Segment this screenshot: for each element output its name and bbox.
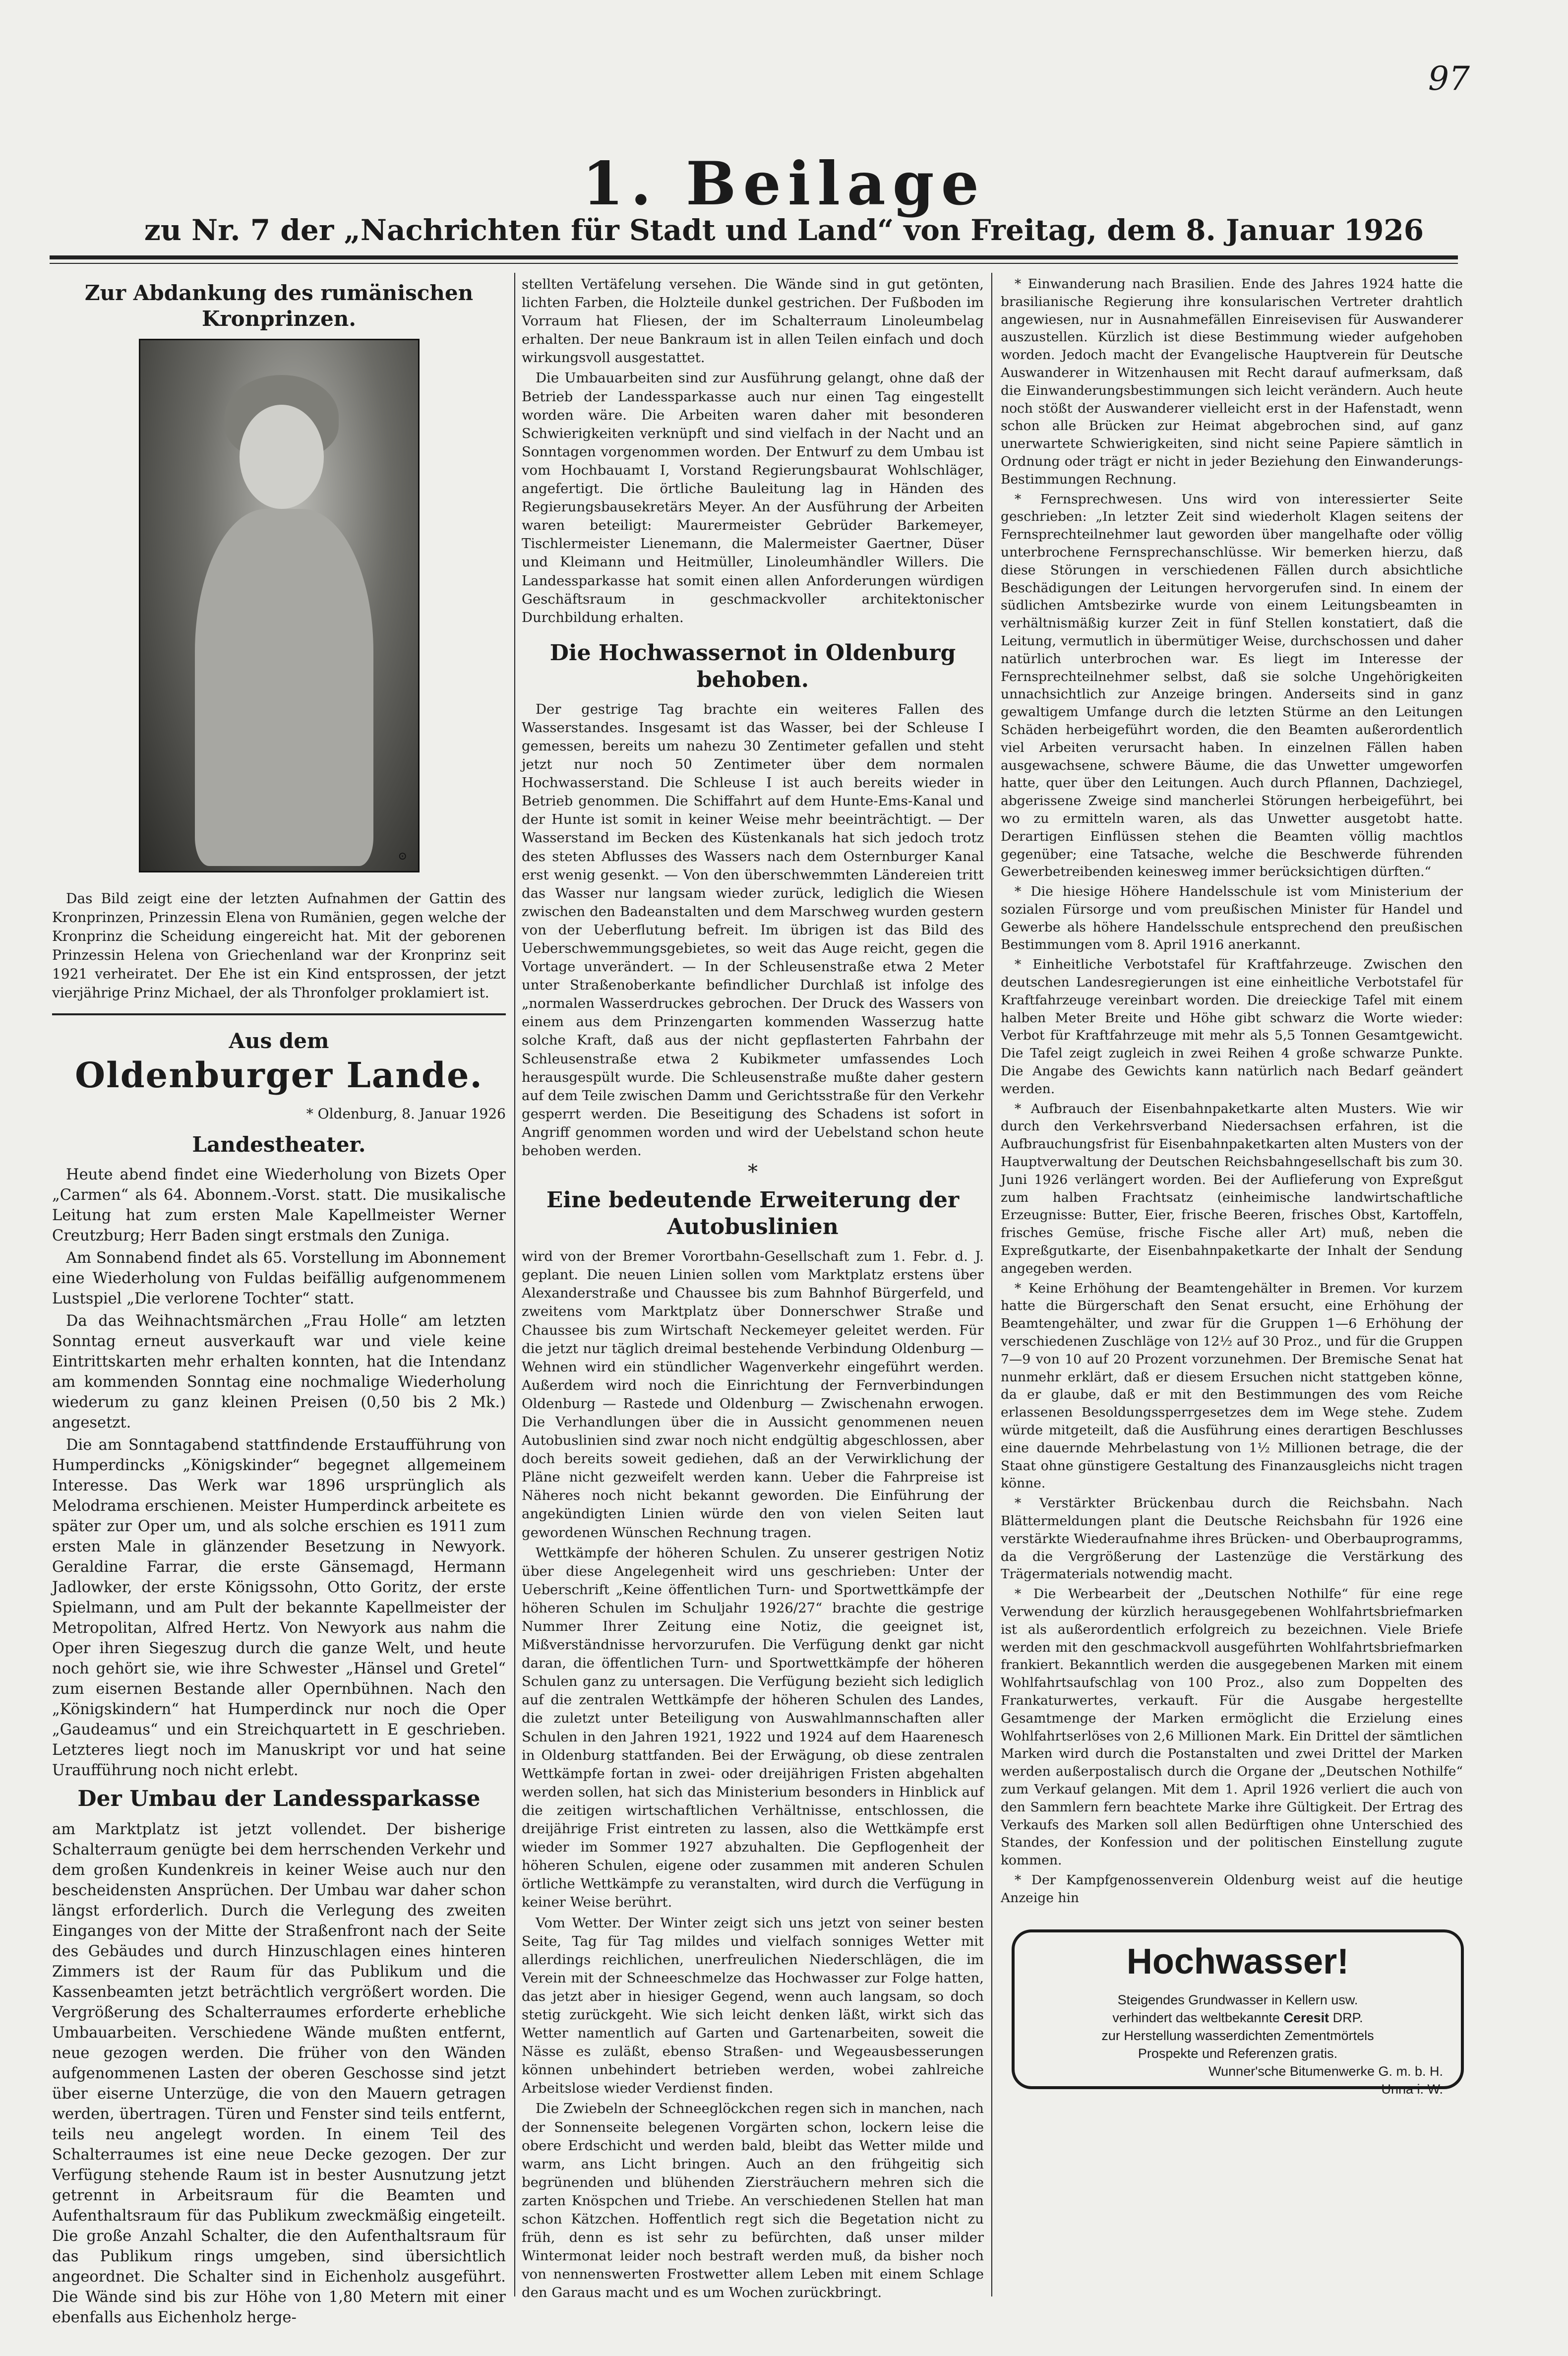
- bus-title: Eine bedeutende Erweiterung der Autobuslinien: [546, 1187, 960, 1240]
- column-rule-2: [991, 273, 992, 2296]
- ad-line-pre: verhindert das weltbekannte: [1112, 2010, 1280, 2025]
- section-rule: [52, 1013, 506, 1015]
- dateline: * Oldenburg, 8. Januar 1926: [306, 1106, 506, 1122]
- wetter-paragraph: Vom Wetter. Der Winter zeigt sich uns jetzt von seiner besten Seite, Tag für Tag mildes und vielfach sonniges Wetter mit allerdings reichlichen, unerfreulichen Niederschlägen, die im Verein mit der Schneeschmelze das Hochwasser zur Folge hatten, das jetzt aber in hiesiger Gegend, wenn auch langsam, so doch stetig zurückgeht. Wie sich leicht denken läßt, wirkt sich das Wetter namentlich auf Garten und Gartenarbeiten, soweit die Nässe es zuläßt, ebenso Straßen- und Wegeausbesserungen können unbehindert betrieben werden, wobei zahlreiche Arbeitslose wieder Verdienst finden.: [522, 1915, 984, 2097]
- news-item: * Aufbrauch der Eisenbahnpaketkarte alten Musters. Wie wir durch den Verkehrsverband Niedersachsen erfahren, ist die Aufbrauchungsfrist für Eisenbahnpaketkarten alten Musters von der Hauptverwaltung der Deutschen Reichsbahngesellschaft bis zum 30. Juni 1926 verlängert worden. Bei der Auflieferung von Expreßgut zum halben Frachtsatz (einheimische landwirtschaftliche Erzeugnisse: Butter, Eier, frische Beeren, frisches Obst, Kartoffeln, frisches Gemüse, frische Fische aller Art) muß, neben die Expreßgutkarte, der Eisenbahnpaketkarte der Inhalt der Sendung angegeben werden.: [1001, 1101, 1463, 1276]
- portrait-photo: [139, 339, 420, 872]
- ad-brand: Ceresit: [1283, 2010, 1329, 2025]
- photo-mark: ⊙: [398, 850, 407, 863]
- zwiebeln-paragraph: Die Zwiebeln der Schneeglöckchen regen sich in manchen, nach der Sonnenseite belegenen Vorgärten schon, lockern leise die obere Erdschicht und werden bald, bleibt das Wetter milde und warm, ans Licht bringen. Auch an den frühgeitig sich begrünenden und blühenden Ziersträuchern mehren sich die zarten Knöspchen und Triebe. An verschiedenen Stellen hat man schon Kätzchen. Hoffentlich regt sich die Begetation nicht zu früh, denn es ist sehr zu befürchten, daß unser milder Wintermonat leider noch bestraft werden muß, da bisher noch von nennenswerten Frostwetter allem Leben mit einem Schlage den Garaus macht und es um Wochen zurückbringt.: [522, 2101, 984, 2301]
- wettkampf-paragraph: Wettkämpfe der höheren Schulen. Zu unserer gestrigen Notiz über diese Angelegenheit wird uns geschrieben: Unter der Ueberschrift „Keine öffentlichen Turn- und Sportwettkämpfe der höheren Schulen im Schuljahr 1926/27“ brachte die gestrige Nummer Ihrer Zeitung eine Notiz, die geeignet ist, Mißverständnisse hervorzurufen. Die Verfügung denkt gar nicht daran, die öffentlichen Turn- und Sportwettkämpfe der höheren Schulen ganz zu untersagen. Die Verfügung bezieht sich lediglich auf die zentralen Wettkämpfe der höheren Schulen des Landes, die zuletzt unter Beteiligung von Auswahlmannschaften aller Schulen in den Jahren 1921, 1922 und 1924 auf dem Haarenesch in Oldenburg stattfanden. Bei der Erwägung, ob diese zentralen Wettkämpfe fortan in zwei- oder dreijährigen Fristen abgehalten werden sollen, hat sich das Ministerium besonders in Hinblick auf die zeitigen wirtschaftlichen Verhältnisse, entschlossen, die dreijährige Frist eintreten zu lassen, also die Wettkämpfe erst wieder im Sommer 1927 abzuhalten. Die Gepflogenheit der höheren Schulen, eigene oder zusammen mit anderen Schulen örtliche Wettkämpfe zu veranstalten, wird durch die Verfügung in keiner Weise berührt.: [522, 1545, 984, 1911]
- page-number: 97: [1428, 60, 1470, 98]
- flood-paragraph: Der gestrige Tag brachte ein weiteres Fallen des Wasserstandes. Insgesamt ist das Wasser, bei der Schleuse I gemessen, bereits um nahezu 30 Zentimeter gefallen und steht jetzt nur noch 50 Zentimeter über dem normalen Hochwasserstand. Die Schleuse I ist auch bereits wieder in Betrieb genommen. Die Schiffahrt auf dem Hunte-Ems-Kanal und der Hunte ist somit in keiner Weise mehr beeinträchtigt. — Der Wasserstand im Becken des Küstenkanals hat sich jedoch trotz des steten Abflusses des Wassers nach dem Osternburger Kanal erst wenig gesenkt. — Von den überschwemmten Ländereien tritt das Wasser nur langsam wieder zurück, lediglich die Wiesen zwischen den Badeanstalten und dem Marschweg wurden gestern von der Ueberflutung befreit. Im übrigen ist das Bild des Ueberschwemmungsgebietes, so weit das Auge reicht, gegen die Vortage unverändert. — In der Schleusenstraße etwa 2 Meter unter Straßenoberkante befindlicher Durchlaß ist infolge des „normalen Wasserdruckes gebrochen. Der Druck des Wassers von einem aus dem Prinzengarten kommenden Wasserzug hatte solche Kraft, daß aus der nicht gepflasterten Fahrbahn der Schleusenstraße etwa 2 Kubikmeter umfassendes Loch herausgespült wurde. Die Schleusenstraße mußte daher gestern auf dem Teile zwischen Damm und Gerichtsstraße für den Verkehr gesperrt werden. Die Beseitigung des Schadens ist sofort in Angriff genommen worden und wird der Uebelstand schon heute behoben werden.: [522, 701, 984, 1159]
- theater-paragraph: Am Sonnabend findet als 65. Vorstellung im Abonnement eine Wiederholung von Fuldas beifällig aufgenommenem Lustspiel „Die verlorene Tochter“ statt.: [52, 1249, 506, 1307]
- photo-caption: Das Bild zeigt eine der letzten Aufnahmen der Gattin des Kronprinzen, Prinzessin Elena von Rumänien, gegen welche der Kronprinz die Scheidung eingereicht hat. Mit der geborenen Prinzessin Helena von Griechenland war der Kronprinz seit 1921 verheiratet. Der Ehe ist ein Kind entsprossen, der jetzt vierjährige Prinz Michael, der als Thronfolger proklamiert ist.: [52, 890, 506, 1001]
- ad-line: zur Herstellung wasserdichten Zementmörtels: [1101, 2028, 1374, 2043]
- ad-body: [1032, 1991, 1443, 2098]
- ad-line: Wunner'sche Bitumenwerke G. m. b. H.: [1208, 2064, 1443, 2079]
- ad-line: Steigendes Grundwasser in Kellern usw.: [1117, 1992, 1358, 2007]
- masthead-title: 1. Beilage: [582, 149, 986, 219]
- ad-title: Hochwasser!: [1126, 1942, 1349, 1982]
- flood-title: Die Hochwassernot in Oldenburg behoben.: [549, 640, 956, 692]
- section-over: Aus dem: [229, 1029, 329, 1053]
- theater-paragraph: Da das Weihnachtsmärchen „Frau Holle“ am letzten Sonntag erneut ausverkauft war und viele keine Eintrittskarten mehr erhalten konnten, hat die Intendanz am kommenden Sonntag eine nochmalige Wiederholung wiederum zu ganz kleinen Preisen (0,50 bis 2 Mk.) angesetzt.: [52, 1312, 506, 1431]
- ad-line: Prospekte und Referenzen gratis.: [1138, 2046, 1338, 2061]
- section-title: Oldenburger Lande.: [75, 1054, 483, 1096]
- column-2: [522, 275, 984, 2304]
- theater-title: Landestheater.: [192, 1132, 366, 1157]
- masthead-rule: [50, 255, 1458, 259]
- ad-line: Unna i. W.: [1381, 2082, 1443, 2097]
- column-rule-1: [514, 273, 515, 2296]
- ad-line-post: DRP.: [1332, 2010, 1363, 2025]
- news-item: * Einwanderung nach Brasilien. Ende des Jahres 1924 hatte die brasilianische Regierung ihre konsularischen Vertreter drahtlich angewiesen, nur in Ausnahmefällen Einreisevisen für Auswanderer auszustellen. Kürzlich ist diese Bestimmung wieder aufgehoben worden. Jedoch macht der Evangelische Hauptverein für Deutsche Auswanderer in Witzenhausen mit Recht darauf aufmerksam, daß die Einwanderungsbestimmungen sich leicht verändern. Auch heute noch stößt der Auswanderer vielleicht erst in der Hafenstadt, wenn schon alle Brücken zur Heimat abgebrochen sind, auf ganz unerwartete Schwierigkeiten, sind nicht seine Papiere sämtlich in Ordnung oder trägt er nicht in jeder Beziehung den Einwanderungs-Bestimmungen Rechnung.: [1001, 276, 1463, 487]
- umbau-title: Der Umbau der Landessparkasse: [77, 1786, 481, 1811]
- advertisement-box: [1012, 1929, 1464, 2097]
- masthead-rule-thin: [50, 263, 1458, 264]
- ad-line: [1032, 2009, 1443, 2027]
- news-item: * Die hiesige Höhere Handelsschule ist vom Ministerium der sozialen Fürsorge und vom preußischen Minister für Handel und Gewerbe als höhere Handelsschule entsprechend den preußischen Bestimmungen vom 8. April 1916 anerkannt.: [1001, 884, 1463, 953]
- news-item: * Fernsprechwesen. Uns wird von interessierter Seite geschrieben: „In letzter Zeit sind wiederholt Klagen seitens der Fernsprechteilnehmer laut geworden über mangelhafte oder völlig unterbrochene Fernsprechanschlüsse. Wir bemerken hierzu, daß diese Störungen in verschiedenen Fällen durch absichtliche Beschädigungen der Leitungen hervorgerufen sind. In einem der südlichen Amtsbezirke wurde von einem Leitungsbeamten in verhältnismäßig kurzer Zeit in fünf Stellen konstatiert, daß die Leitung, vermutlich in übermütiger Weise, durchschossen und daher natürlich unterbrochen war. Es liegt im Interesse der Fernsprechteilnehmer selbst, daß sie solche Ungehörigkeiten unnachsichtlich zur Anzeige bringen. Anderseits sind in ganz gewaltigem Umfange durch die letzten Stürme an den Leitungen Schäden herbeigeführt worden, die den Beamten außerordentlich viel Arbeiten verursacht haben. In einzelnen Fällen haben ausgewachsene, schwere Bäume, die das Unwetter umgeworfen hatte, quer über den Leitungen. Auch durch Pflannen, Dachziegel, abgerissene Zweige sind mancherlei Störungen herbeigeführt, bei wo zu ermitteln waren, als das Unwetter ausgetobt hatte. Derartigen Einflüssen stehen die Beamten völlig machtlos gegenüber; eine Tatsache, welche die Beschwerde führenden Gewerbetreibenden keinesweg immer berücksichtigen dürften.“: [1001, 491, 1463, 880]
- umbau-paragraph: am Marktplatz ist jetzt vollendet. Der bisherige Schalterraum genügte bei dem herrschenden Verkehr und dem großen Kundenkreis in keiner Weise auch nur den bescheidensten Ansprüchen. Der Umbau war daher schon längst erforderlich. Durch die Verlegung des zweiten Einganges von der Mitte der Straßenfront nach der Seite des Gebäudes und durch Hinzuschlagen eines hinteren Zimmers ist der Raum für das Publikum und die Kassenbeamten jetzt beträchtlich vergrößert worden. Die Vergrößerung des Schalterraumes erforderte erhebliche Umbauarbeiten. Verschiedene Wände mußten entfernt, neue gezogen werden. Die früher von den Wänden aufgenommenen Lasten der oberen Geschosse sind jetzt über eiserne Unterzüge, die von den Mauern getragen werden, übertragen. Türen und Fenster sind teils entfernt, teils neu angelegt worden. In einem Teil des Schalterraumes ist eine neue Decke gezogen. Der zur Verfügung stehende Raum ist in bester Ausnutzung jetzt getrennt in Arbeitsraum für die Beamten und Aufenthaltsraum für das Publikum zweckmäßig eingeteilt. Die große Anzahl Schalter, die den Aufenthaltsraum für das Publikum rings umgeben, sind übersichtlich angeordnet. Die Schalter sind in Eichenholz ausgeführt. Die Wände sind bis zur Höhe von 1,80 Metern mit einer ebenfalls aus Eichenholz herge-: [52, 1821, 506, 2326]
- bus-paragraph: wird von der Bremer Vorortbahn-Gesellschaft zum 1. Febr. d. J. geplant. Die neuen Linien sollen vom Marktplatz erstens über Alexanderstraße und Chaussee bis zum Bahnhof Bürgerfeld, und zweitens vom Marktplatz über Donnerschwer Straße und Chaussee bis zum Wirtschaft Neckemeyer geleitet werden. Für die jetzt nur täglich dreimal bestehende Verbindung Oldenburg — Wehnen wird ein stündlicher Wagenverkehr eingeführt werden. Außerdem wird noch die Einrichtung der Fernverbindungen Oldenburg — Rastede und Oldenburg — Zwischenahn erwogen. Die Verhandlungen über die in Aussicht genommenen neuen Autobuslinien sind zwar noch nicht endgültig abgeschlossen, aber doch bereits soweit gediehen, daß an der Verwirklichung der Pläne nicht gezweifelt werden kann. Ueber die Fahrpreise ist Näheres noch nicht bekannt geworden. Die Einführung der angekündigten Linien würde den von vielen Seiten laut gewordenen Wünschen Rechnung tragen.: [522, 1248, 984, 1541]
- column-1: [52, 275, 506, 2330]
- news-item: * Verstärkter Brückenbau durch die Reichsbahn. Nach Blättermeldungen plant die Deutsche Reichsbahn für 1926 eine verstärkte Wiederaufnahme ihres Brücken- und Oberbauprogramms, da die Vergrößerung der Lastenzüge die Verstärkung des Trägermaterials notwendig macht.: [1001, 1495, 1463, 1582]
- photo-face: [240, 405, 324, 509]
- photo-dress: [195, 509, 373, 866]
- theater-paragraph: Die am Sonntagabend stattfindende Erstaufführung von Humperdincks „Königskinder“ begegnet allgemeinem Interesse. Das Werk war 1896 ursprünglich als Melodrama erschienen. Meister Humperdinck arbeitete es später zur Oper um, und als solche erschien es 1911 zum ersten Male in glänzender Besetzung in Newyork. Geraldine Farrar, die erste Gänsemagd, Hermann Jadlowker, der erste Königssohn, Otto Goritz, der erste Spielmann, und am Pult der bekannte Kapellmeister der Metropolitan, Alfred Hertz. Von Newyork aus nahm die Oper ihren Siegeszug durch die ganze Welt, und heute noch gehört sie, wie ihre Schwester „Hänsel und Gretel“ zum eisernen Bestande aller Opernbühnen. Nach den „Königskindern“ hat Humperdinck nur noch die Oper „Gaudeamus“ und ein Streichquartett in E geschrieben. Letzteres liegt noch im Manuskript vor und hat seine Uraufführung noch nicht erlebt.: [52, 1436, 506, 1779]
- umbau-continued: Die Umbauarbeiten sind zur Ausführung gelangt, ohne daß der Betrieb der Landessparkasse auch nur einen Tag eingestellt worden wäre. Die Arbeiten waren daher mit besonderen Schwierigkeiten verknüpft und sind vielfach in der Nacht und an Sonntagen vorgenommen worden. Der Entwurf zu dem Umbau ist vom Hochbauamt I, Vorstand Regierungsbaurat Wohlschläger, angefertigt. Die örtliche Bauleitung lag in Händen des Regierungsbausekretärs Meyer. An der Ausführung der Arbeiten waren beteiligt: Maurermeister Gebrüder Barkemeyer, Tischlermeister Lienemann, die Malermeister Gaertner, Düser und Kleimann und Heitmüller, Linoleumhändler Willers. Die Landessparkasse hat somit einen allen Anforderungen würdigen Geschäftsraum in geschmackvoller architektonischer Durchbildung erhalten.: [522, 370, 984, 625]
- news-item: * Der Kampfgenossenverein Oldenburg weist auf die heutige Anzeige hin: [1001, 1872, 1463, 1906]
- news-item: * Die Werbearbeit der „Deutschen Nothilfe“ für eine rege Verwendung der kürzlich herausgegebenen Wohlfahrtsbriefmarken ist als außerordentlich erfolgreich zu bezeichnen. Viele Briefe werden mit den geschmackvoll ausgeführten Wohlfahrtsbriefmarken frankiert. Bekanntlich werden die ausgegebenen Marken mit einem Wohlfahrtsaufschlag von 100 Proz., also zum Doppelten des Frankaturwertes, verkauft. Für die Ausgabe hergestellte Gesamtmenge der Marken ermöglicht die Erzielung eines Wohlfahrtserlöses von 2,6 Millionen Mark. Ein Drittel der sämtlichen Marken wird durch die Postanstalten und zwei Drittel der Marken werden außerpostalisch durch die Organe der „Deutschen Nothilfe“ zum Verkauf gelangen. Mit dem 1. April 1926 verliert die auch von den Sammlern fern beachtete Marke ihre Gültigkeit. Der Ertrag des Verkaufs des Marken soll allen Bedürftigen ohne Unterschied des Standes, der Konfession und der politischen Einstellung zugute kommen.: [1001, 1586, 1463, 1868]
- separator-star: *: [748, 1161, 758, 1184]
- theater-paragraph: Heute abend findet eine Wiederholung von Bizets Oper „Carmen“ als 64. Abonnem.-Vorst. statt. Die musikalische Leitung hat zum ersten Male Kapellmeister Werner Creutzburg; Herr Baden singt erstmals den Zuniga.: [52, 1166, 506, 1244]
- masthead-subtitle: zu Nr. 7 der „Nachrichten für Stadt und Land“ von Freitag, dem 8. Januar 1926: [144, 213, 1424, 247]
- column-3: [1001, 275, 1463, 1909]
- umbau-continued: stellten Vertäfelung versehen. Die Wände sind in gut getönten, lichten Farben, die Holzteile dunkel gestrichen. Der Fußboden im Vorraum hat Fliesen, der im Schalterraum Linoleumbelag erhalten. Der neue Bankraum ist in allen Teilen einfach und doch wirkungsvoll ausgestattet.: [522, 276, 984, 366]
- news-item: * Keine Erhöhung der Beamtengehälter in Bremen. Vor kurzem hatte die Bürgerschaft den Senat ersucht, eine Erhöhung der Beamtengehälter, und zwar für die Gruppen 1—6 Erhöhung der verschiedenen Zuschläge von 12½ auf 30 Proz., und für die Gruppen 7—9 von 10 auf 20 Prozent vorzunehmen. Der Bremische Senat hat nunmehr erklärt, daß er diesem Ersuchen nicht stattgeben könne, da er glaube, daß er mit den Bestimmungen des vom Reiche erlassenen Besoldungssperrgesetzes dem im Wege stehe. Zudem würde mitgeteilt, daß die Ausführung eines derartigen Beschlusses eine dauernde Mehrbelastung von 1½ Millionen betrage, die der Staat ohne günstigere Gestaltung des Finanzausgleichs nicht tragen könne.: [1001, 1280, 1463, 1491]
- news-item: * Einheitliche Verbotstafel für Kraftfahrzeuge. Zwischen den deutschen Landesregierungen ist eine einheitliche Verbotstafel für Kraftfahrzeuge vereinbart worden. Die dreieckige Tafel mit einem halben Meter Breite und Höhe gibt schwarz die Worte wieder: Verbot für Kraftfahrzeuge mit mehr als 5,5 Tonnen Gesamtgewicht. Die Tafel zeigt zugleich in zwei Reihen 4 große schwarze Punkte. Die Angabe des Gewichts kann natürlich nach Bedarf geändert werden.: [1001, 957, 1463, 1097]
- article-title-kronprinz: Zur Abdankung des rumänischen Kronprinzen.: [84, 281, 474, 331]
